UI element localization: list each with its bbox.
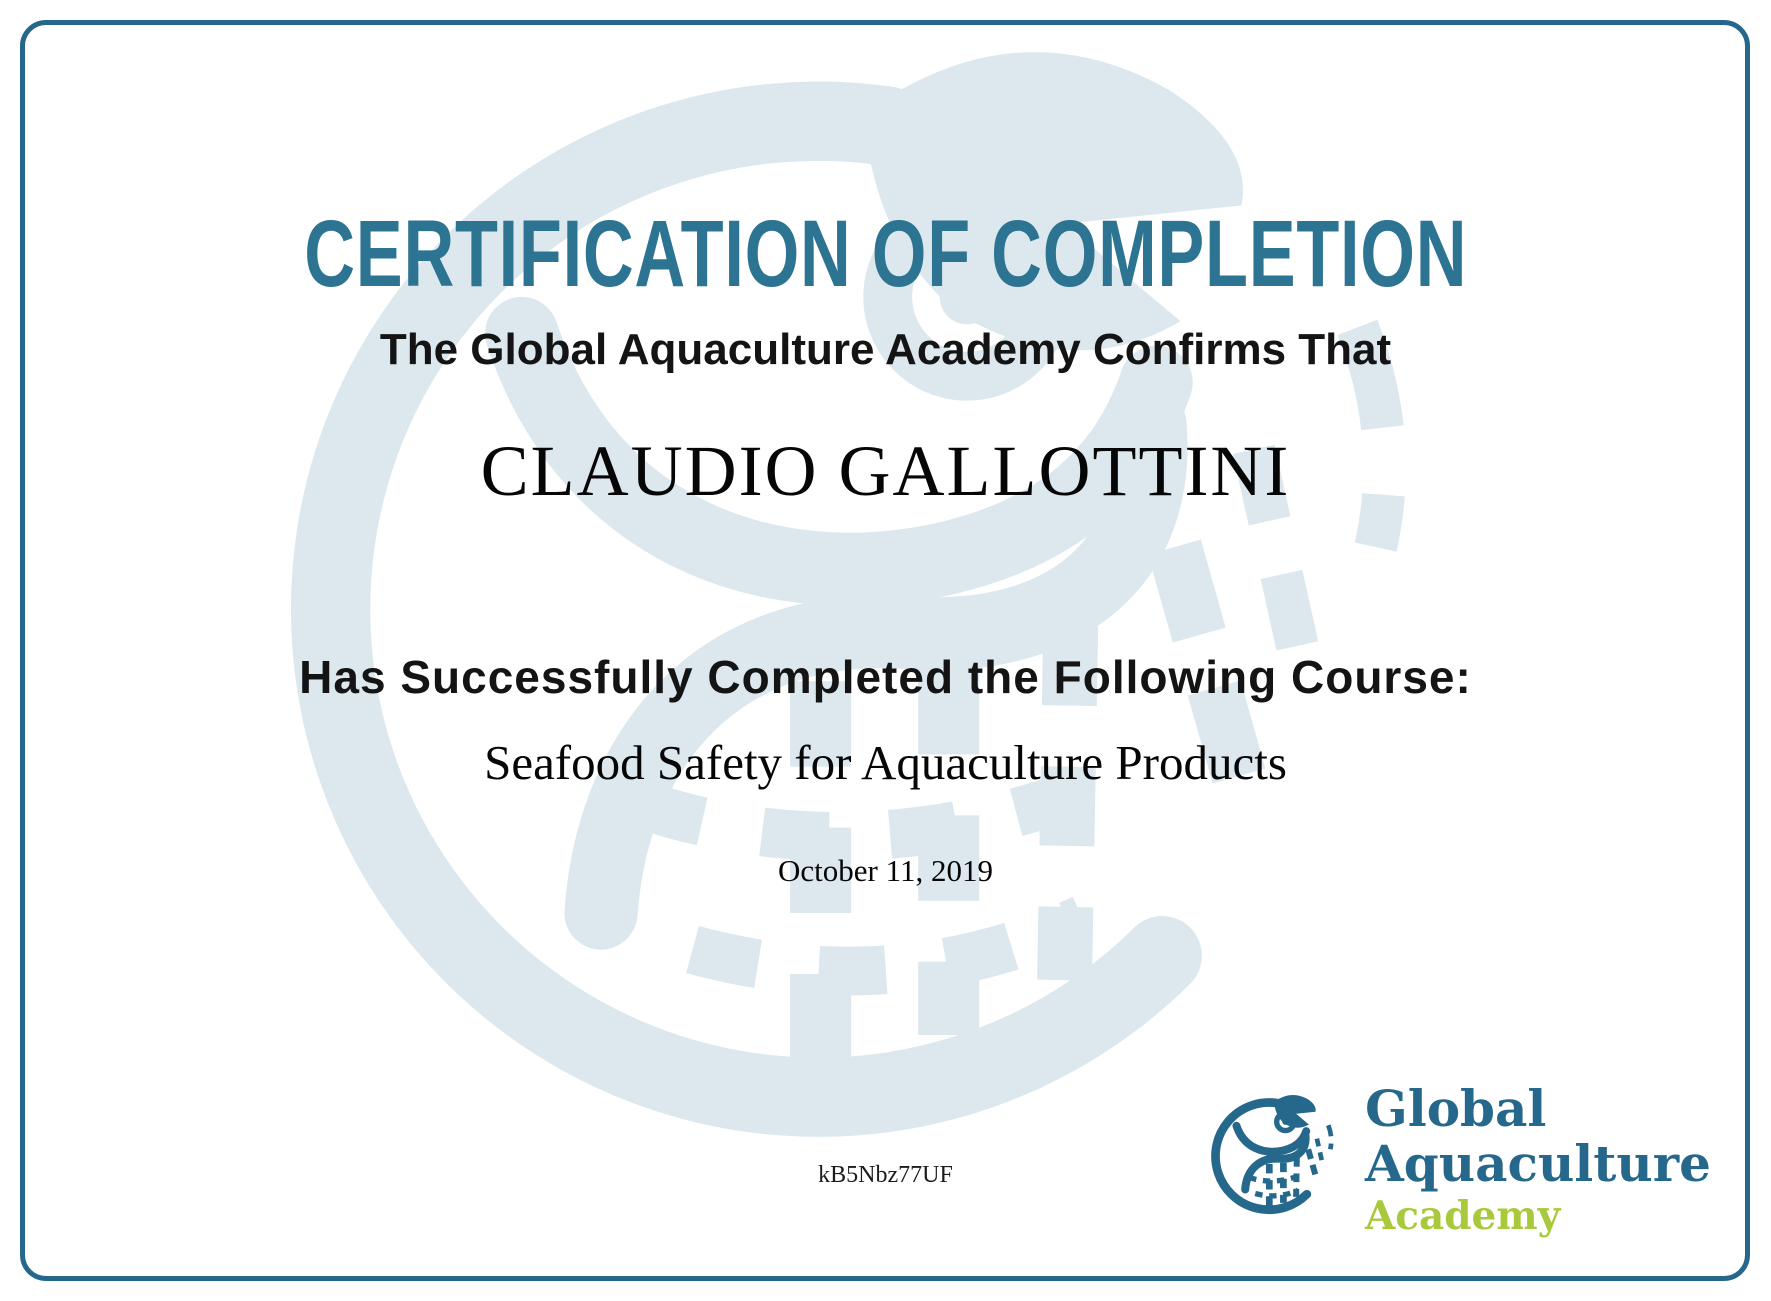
fish-globe-logo-icon	[1205, 1089, 1339, 1223]
completion-date: October 11, 2019	[778, 853, 993, 888]
org-name-line1: Global	[1365, 1079, 1547, 1138]
completion-statement: Has Successfully Completed the Following Course:	[299, 651, 1472, 703]
organization-logo	[1205, 1079, 1711, 1241]
org-name-line3: Academy	[1365, 1193, 1561, 1239]
organization-wordmark	[1365, 1081, 1711, 1241]
course-name: Seafood Safety for Aquaculture Products	[484, 735, 1287, 790]
certificate-title: CERTIFICATION OF COMPLETION	[304, 201, 1467, 307]
recipient-name: CLAUDIO GALLOTTINI	[480, 431, 1291, 511]
certificate-code: kB5Nbz77UF	[818, 1162, 953, 1188]
confirmation-statement: The Global Aquaculture Academy Confirms That	[379, 325, 1392, 374]
org-name-line2: Aquaculture	[1365, 1134, 1711, 1193]
